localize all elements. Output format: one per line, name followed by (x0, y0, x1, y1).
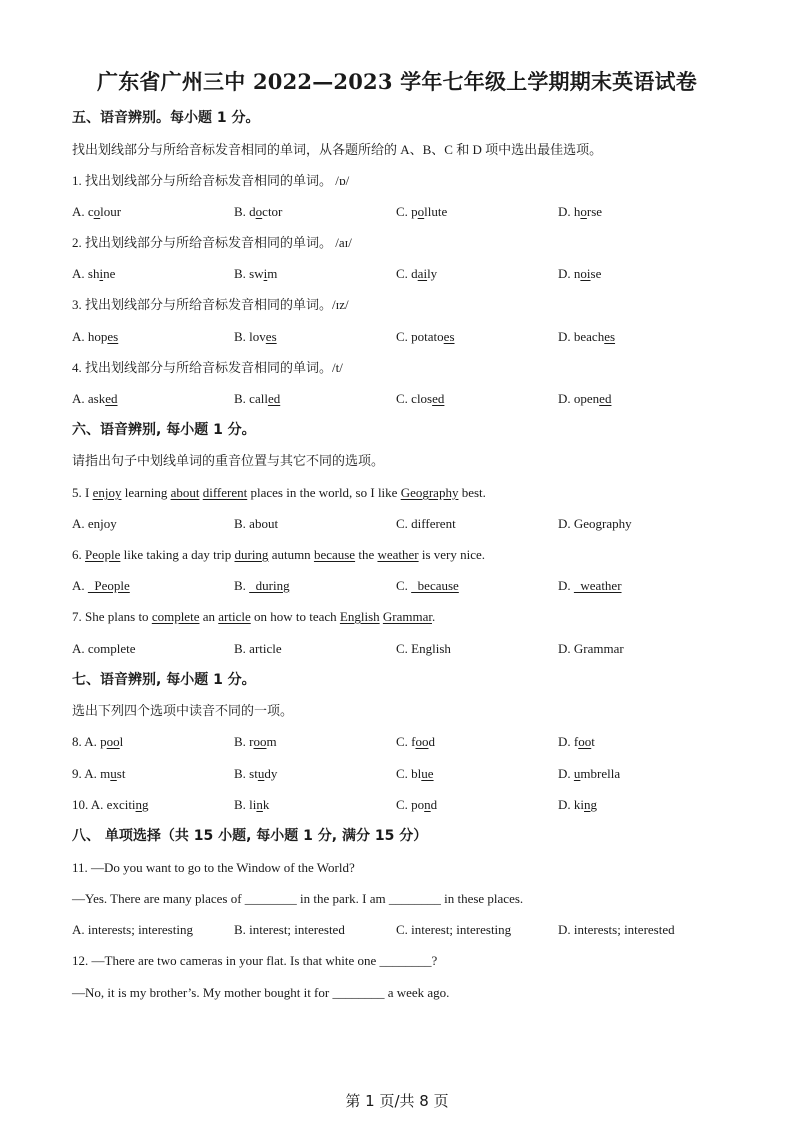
question-2-options (0, 264, 794, 284)
question-4-options (0, 389, 794, 409)
section-7-heading: 七、语音辨别, 每小题 1 分。 (72, 672, 256, 688)
option-a: 9. A. must (72, 766, 126, 781)
option-c: C. pond (396, 797, 438, 812)
question-9-options (0, 764, 794, 784)
question-5-options (0, 514, 794, 534)
question-11-line-1: 11. —Do you want to go to the Window of the World? (72, 860, 355, 875)
option-a: A. People (72, 578, 130, 593)
option-b: B. loves (234, 329, 277, 344)
option-d: D. noise (558, 266, 602, 281)
section-7-instruction: 选出下列四个选项中读音不同的一项。 (72, 703, 294, 718)
option-a: 10. A. exciting (72, 797, 149, 812)
section-5-instruction: 找出划线部分与所给音标发音相同的单词，从各题所给的 A、B、C 和 D 项中选出最佳选项。 (72, 142, 603, 157)
option-d: D. beaches (558, 329, 616, 344)
option-c: C. closed (396, 391, 445, 406)
option-a: A. asked (72, 391, 118, 406)
page-title: 广东省广州三中 2022—2023 学年七年级上学期期末英语试卷 (97, 69, 697, 94)
option-a: A. shine (72, 266, 116, 281)
question-3-options (0, 327, 794, 347)
option-a: 8. A. pool (72, 734, 124, 749)
question-6-stem: 6. People like taking a day trip during autumn because the weather is very nice. (72, 547, 486, 562)
question-12-line-2: —No, it is my brother’s. My mother bought it for ________ a week ago. (72, 985, 450, 1000)
option-b: B. doctor (234, 204, 283, 219)
option-c: C. different (396, 516, 456, 531)
option-d: D. horse (558, 204, 603, 219)
section-6-heading: 六、语音辨别, 每小题 1 分。 (72, 422, 256, 438)
option-b: B. interest; interested (234, 922, 345, 937)
option-a: A. colour (72, 204, 122, 219)
option-b: B. swim (234, 266, 278, 281)
question-1-options (0, 202, 794, 222)
question-2-stem: 2. 找出划线部分与所给音标发音相同的单词。 /aɪ/ (72, 235, 352, 250)
option-b: B. room (234, 734, 277, 749)
option-a: A. hopes (72, 329, 119, 344)
option-d: D. opened (558, 391, 612, 406)
option-c: C. English (396, 641, 451, 656)
question-6-options (0, 576, 794, 596)
option-d: D. Geography (558, 516, 632, 531)
option-c: C. daily (396, 266, 438, 281)
option-b: B. article (234, 641, 282, 656)
option-d: D. king (558, 797, 597, 812)
question-8-options (0, 732, 794, 752)
option-d: D. interests; interested (558, 922, 675, 937)
option-b: B. link (234, 797, 270, 812)
question-4-stem: 4. 找出划线部分与所给音标发音相同的单词。/t/ (72, 360, 343, 375)
option-b: B. about (234, 516, 279, 531)
option-d: D. umbrella (558, 766, 621, 781)
question-1-stem: 1. 找出划线部分与所给音标发音相同的单词。 /ɒ/ (72, 173, 350, 188)
option-c: C. because (396, 578, 459, 593)
question-12-line-1: 12. —There are two cameras in your flat. Is that white one ________? (72, 953, 438, 968)
question-3-stem: 3. 找出划线部分与所给音标发音相同的单词。/ɪz/ (72, 297, 349, 312)
question-5-stem: 5. I enjoy learning about different places in the world, so I like Geography best. (72, 485, 486, 500)
section-5-heading: 五、语音辨别。每小题 1 分。 (72, 110, 260, 126)
option-b: B. called (234, 391, 281, 406)
section-8-heading: 八、 单项选择（共 15 小题, 每小题 1 分, 满分 15 分） (72, 828, 428, 844)
option-b: B. during (234, 578, 290, 593)
option-d: D. foot (558, 734, 595, 749)
option-b: B. study (234, 766, 278, 781)
option-c: C. interest; interesting (396, 922, 512, 937)
option-a: A. complete (72, 641, 136, 656)
option-a: A. enjoy (72, 516, 117, 531)
option-c: C. pollute (396, 204, 448, 219)
option-a: A. interests; interesting (72, 922, 193, 937)
option-d: D. weather (558, 578, 622, 593)
option-c: C. blue (396, 766, 434, 781)
question-11-line-2: —Yes. There are many places of ________ in the park. I am ________ in these places. (72, 891, 524, 906)
option-c: C. food (396, 734, 435, 749)
question-10-options (0, 795, 794, 815)
option-c: C. potatoes (396, 329, 455, 344)
section-6-instruction: 请指出句子中划线单词的重音位置与其它不同的选项。 (72, 453, 385, 468)
question-7-options (0, 639, 794, 659)
question-7-stem: 7. She plans to complete an article on how to teach English Grammar. (72, 609, 436, 624)
question-11-options (0, 920, 794, 940)
page-number: 第 1 页/共 8 页 (345, 1092, 449, 1110)
option-d: D. Grammar (558, 641, 624, 656)
